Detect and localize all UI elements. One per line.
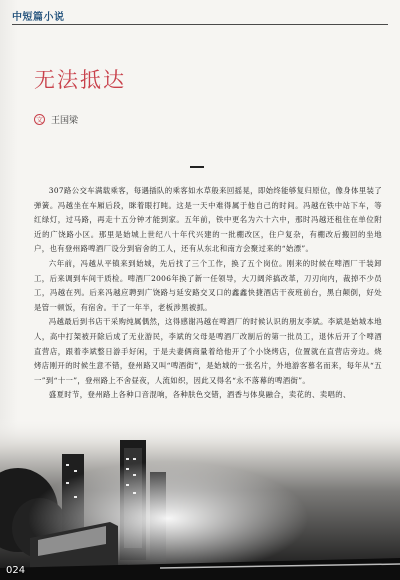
paragraph: 冯越最后到书店干采购纯属偶然，这得感谢冯越在啤酒厂的时候认识的朋友李斌。李斌是始城本地人，高中打架被开除后成了无业游民，李斌的父母是啤酒厂改制后的第一批员工，退休后开了个啤酒直营店，跟着李斌整日游手好闲，于是夫妻俩商量着给他开了个小饶烤店，位置就在直营店旁边。烧烤店刚开的时候生意不错，登州路又叫“啤酒街”，是始城的一张名片，外地游客慕名而来，每年从“五一”到“十一”，登州路上不舍昼夜，人流如织，因此又得名“永不落幕的啤酒街”。 <box>34 317 382 385</box>
author-name: 王国梁 <box>51 115 79 126</box>
page-header <box>12 6 388 22</box>
byline <box>34 112 78 126</box>
paragraph: 盛夏时节，登州路上各种口音混响，各种肤色交错，酒香与体臭融合，卖花的、卖唱的、 <box>48 390 351 400</box>
story-body <box>34 184 382 403</box>
page-number: 024 <box>6 565 26 576</box>
section-label: 中短篇小说 <box>12 12 65 23</box>
paragraph: 307路公交车满载乘客，每遇插队的乘客如水草般来回摇晃，即始终能够复归原位，像身体里装了弹簧。冯越坐在车厢后段，眯着眼打盹。这是一天中难得属于他自己的时间。冯越在铁中站下车，等红绿灯，过马路，再走十五分钟才能到家。五年前，铁中更名为六十六中，那时冯越还租住在单位附近的广饶路小区。那里是始城上世纪八十年代兴建的一批棚改区，住户复杂，有棚改后搬回的坐地户，也有登州路啤酒厂设分到宿舍的工人，还有从东北和南方会聚过来的“始漂”。 <box>34 186 382 254</box>
header-rule <box>12 24 388 25</box>
section-separator <box>190 166 204 168</box>
story-title: 无法抵达 <box>34 68 126 92</box>
night-city-photo <box>0 418 400 580</box>
paragraph: 六年前，冯越从平镇来到始城，先后找了三个工作，换了五个岗位。刚来的时候在啤酒厂干装卸工，后来调到车间干质检。啤酒厂2006年换了新一任领导，大刀阔斧搞改革，刀刃向内，裁掉不少员工，冯越在列。后来冯越应聘到广饶路与延安路交叉口的鑫鑫快捷酒店干夜班前台，黑白颠倒，好处是管一顿饭，有宿舍。干了一年半，老板涉黑被抓。 <box>34 258 382 312</box>
author-mark-icon: 文 <box>36 115 43 124</box>
